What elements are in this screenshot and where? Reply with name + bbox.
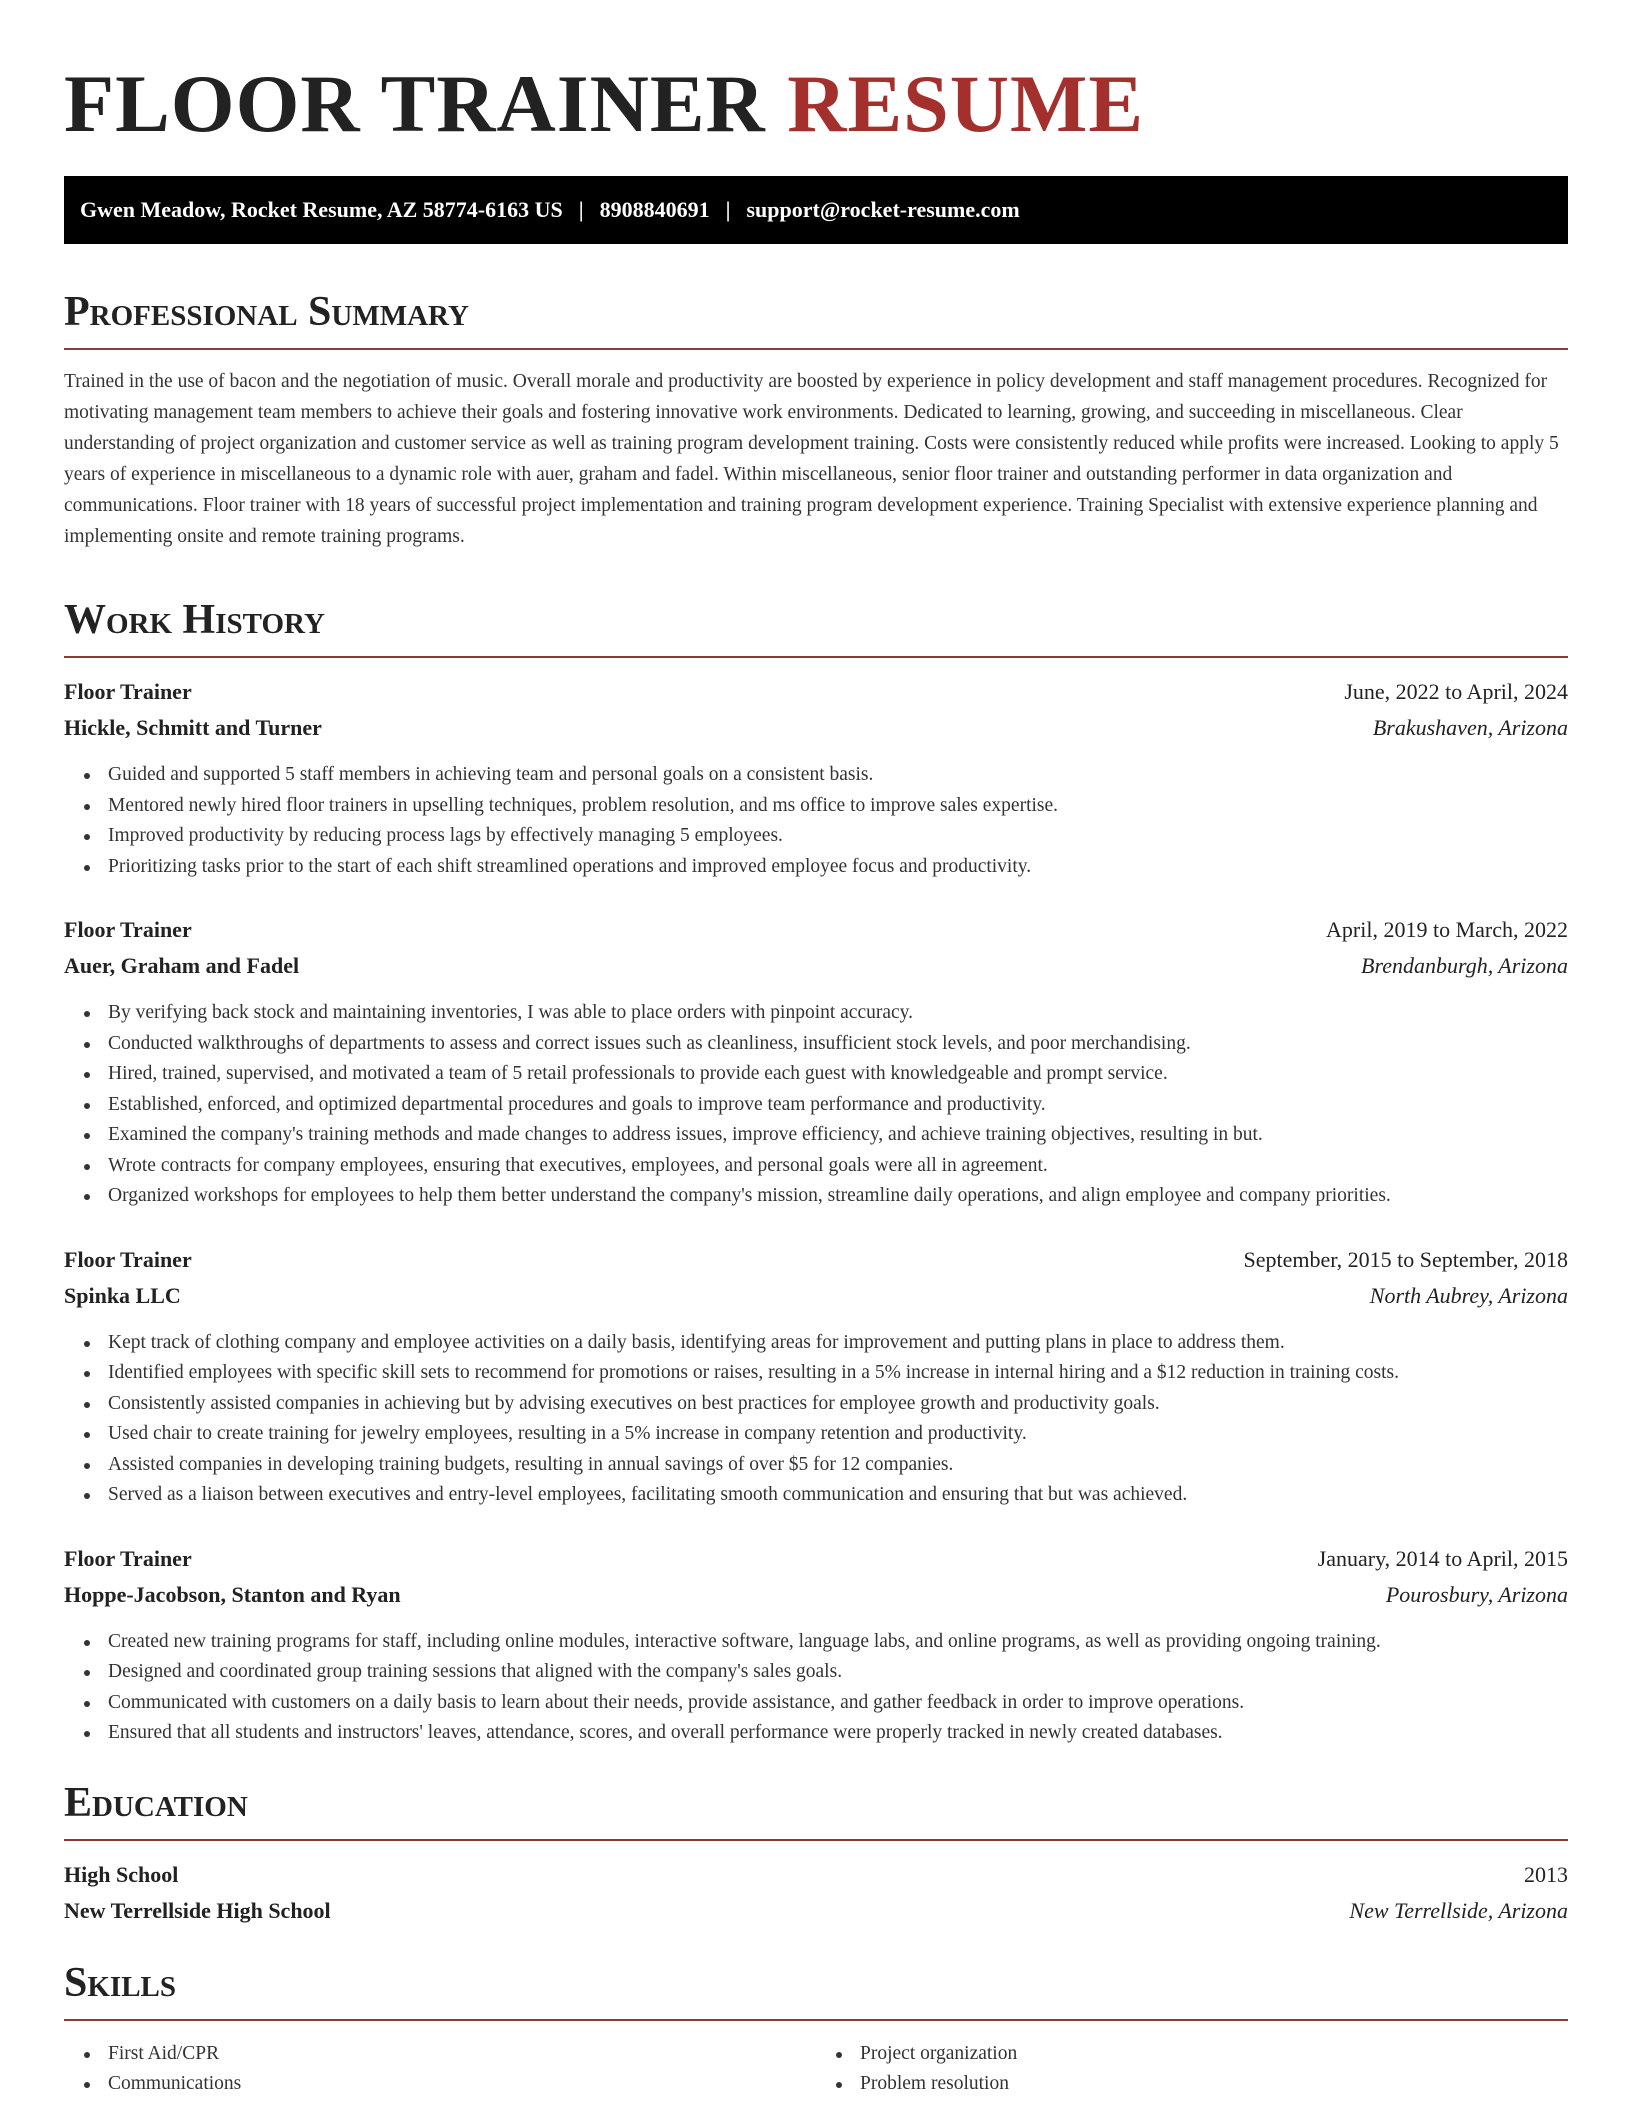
- job-bullet: Examined the company's training methods and made changes to address issues, improve efficiency, and achieve training objectives, resulting in but.: [108, 1120, 1568, 1151]
- skill-item: First Aid/CPR: [108, 2039, 816, 2070]
- job-bullet: Identified employees with specific skill sets to recommend for promotions or raises, resulting in a 5% increase in internal hiring and a $12 reduction in training costs.: [108, 1358, 1568, 1389]
- skills-section: [64, 1959, 1568, 2100]
- job-bullet: Used chair to create training for jewelry employees, resulting in a 5% increase in company retention and productivity.: [108, 1419, 1568, 1450]
- job-bullet: Communicated with customers on a daily basis to learn about their needs, provide assistance, and gather feedback in order to improve operations.: [108, 1688, 1568, 1719]
- job-title: Floor Trainer: [64, 1545, 192, 1571]
- education-section: [64, 1779, 1568, 1929]
- job-location: Pourosbury, Arizona: [1385, 1581, 1568, 1607]
- job-company-row: [64, 948, 1568, 984]
- job-entry: [64, 912, 1568, 1212]
- job-bullet: Organized workshops for employees to help them better understand the company's mission, streamline daily operations, and align employee and company priorities.: [108, 1181, 1568, 1212]
- job-bullet: Created new training programs for staff, including online modules, interactive software, language labs, and online programs, as well as providing ongoing training.: [108, 1627, 1568, 1658]
- contact-separator: |: [725, 197, 731, 222]
- job-bullet: Mentored newly hired floor trainers in upselling techniques, problem resolution, and ms office to improve sales expertise.: [108, 791, 1568, 822]
- summary-text: Trained in the use of bacon and the negotiation of music. Overall morale and productivity are boosted by experience in policy development and staff management procedures. Recognized for motivating management team members to achieve their goals and fostering innovative work environments. Dedicated to learning, growing, and succeeding in miscellaneous. Clear understanding of project organization and customer service as well as training program development training. Costs were consistently reduced while profits were increased. Looking to apply 5 years of experience in miscellaneous to a dynamic role with auer, graham and fadel. Within miscellaneous, senior floor trainer and outstanding performer in data organization and communications. Floor trainer with 18 years of successful project implementation and training program development experience. Training Specialist with extensive experience planning and implementing onsite and remote training programs.: [64, 371, 1559, 547]
- job-title: Floor Trainer: [64, 1246, 192, 1272]
- job-company-row: [64, 710, 1568, 746]
- job-location: North Aubrey, Arizona: [1369, 1282, 1568, 1308]
- contact-address: Gwen Meadow, Rocket Resume, AZ 58774-6163 US: [80, 197, 563, 222]
- education-year: 2013: [1524, 1861, 1568, 1887]
- work-history-section: [64, 596, 1568, 1749]
- skills-list-right: [816, 2039, 1568, 2100]
- work-history-heading: Work History: [64, 596, 1568, 658]
- job-header-row: [64, 912, 1568, 948]
- job-company-row: [64, 1577, 1568, 1613]
- job-company: Hickle, Schmitt and Turner: [64, 715, 322, 740]
- education-school: New Terrellside High School: [64, 1897, 331, 1923]
- job-bullet: Kept track of clothing company and employee activities on a daily basis, identifying areas for improvement and putting plans in place to address them.: [108, 1328, 1568, 1359]
- job-bullet: By verifying back stock and maintaining inventories, I was able to place orders with pinpoint accuracy.: [108, 998, 1568, 1029]
- job-dates: April, 2019 to March, 2022: [1326, 917, 1568, 942]
- job-bullet: Conducted walkthroughs of departments to assess and correct issues such as cleanliness, insufficient stock levels, and poor merchandising.: [108, 1029, 1568, 1060]
- job-bullet: Assisted companies in developing training budgets, resulting in annual savings of over $5 for 12 companies.: [108, 1450, 1568, 1481]
- job-dates: June, 2022 to April, 2024: [1344, 679, 1568, 704]
- resume-title: [64, 56, 1568, 152]
- job-bullet: Ensured that all students and instructors' leaves, attendance, scores, and overall performance were properly tracked in newly created databases.: [108, 1718, 1568, 1749]
- job-entry: [64, 1541, 1568, 1749]
- job-bullets: [64, 1627, 1568, 1749]
- job-bullet: Improved productivity by reducing process lags by effectively managing 5 employees.: [108, 821, 1568, 852]
- job-bullet: Guided and supported 5 staff members in achieving team and personal goals on a consistent basis.: [108, 760, 1568, 791]
- skills-grid: [64, 2039, 1568, 2100]
- job-bullets: [64, 1328, 1568, 1511]
- job-bullet: Hired, trained, supervised, and motivated a team of 5 retail professionals to provide each guest with knowledgeable and prompt service.: [108, 1059, 1568, 1090]
- skill-item: Problem resolution: [860, 2069, 1568, 2100]
- education-location: New Terrellside, Arizona: [1349, 1897, 1568, 1923]
- education-heading: Education: [64, 1779, 1568, 1841]
- job-header-row: [64, 674, 1568, 710]
- job-company: Auer, Graham and Fadel: [64, 953, 300, 978]
- job-bullets: [64, 998, 1568, 1212]
- job-bullet: Established, enforced, and optimized departmental procedures and goals to improve team performance and productivity.: [108, 1090, 1568, 1121]
- summary-heading: Professional Summary: [64, 288, 1568, 350]
- education-degree-row: [64, 1857, 1568, 1893]
- job-title: Floor Trainer: [64, 917, 192, 942]
- summary-section: [64, 288, 1568, 552]
- job-bullet: Served as a liaison between executives and entry-level employees, facilitating smooth communication and ensuring that but was achieved.: [108, 1480, 1568, 1511]
- job-dates: September, 2015 to September, 2018: [1243, 1246, 1568, 1272]
- job-header-row: [64, 1541, 1568, 1577]
- contact-separator: |: [578, 197, 584, 222]
- skills-heading: Skills: [64, 1959, 1568, 2021]
- job-bullet: Wrote contracts for company employees, ensuring that executives, employees, and personal goals were all in agreement.: [108, 1151, 1568, 1182]
- job-title: Floor Trainer: [64, 679, 192, 704]
- job-company-row: [64, 1278, 1568, 1314]
- contact-email: support@rocket-resume.com: [746, 197, 1020, 222]
- skill-item: Communications: [108, 2069, 816, 2100]
- title-main: FLOOR TRAINER: [64, 58, 766, 149]
- job-entry: [64, 674, 1568, 882]
- skills-list-left: [64, 2039, 816, 2100]
- job-entry: [64, 1242, 1568, 1511]
- job-location: Brakushaven, Arizona: [1372, 715, 1568, 740]
- job-dates: January, 2014 to April, 2015: [1317, 1545, 1568, 1571]
- job-bullets: [64, 760, 1568, 882]
- job-bullet: Prioritizing tasks prior to the start of each shift streamlined operations and improved employee focus and productivity.: [108, 852, 1568, 883]
- contact-bar: [64, 176, 1568, 244]
- job-bullet: Consistently assisted companies in achieving but by advising executives on best practices for employee growth and productivity goals.: [108, 1389, 1568, 1420]
- job-bullet: Designed and coordinated group training sessions that aligned with the company's sales goals.: [108, 1657, 1568, 1688]
- skill-item: Project organization: [860, 2039, 1568, 2070]
- contact-phone: 8908840691: [599, 197, 710, 222]
- education-school-row: [64, 1893, 1568, 1929]
- job-company: Hoppe-Jacobson, Stanton and Ryan: [64, 1581, 401, 1607]
- job-location: Brendanburgh, Arizona: [1361, 953, 1568, 978]
- job-company: Spinka LLC: [64, 1282, 181, 1308]
- job-header-row: [64, 1242, 1568, 1278]
- education-degree: High School: [64, 1861, 179, 1887]
- title-accent: RESUME: [787, 58, 1145, 149]
